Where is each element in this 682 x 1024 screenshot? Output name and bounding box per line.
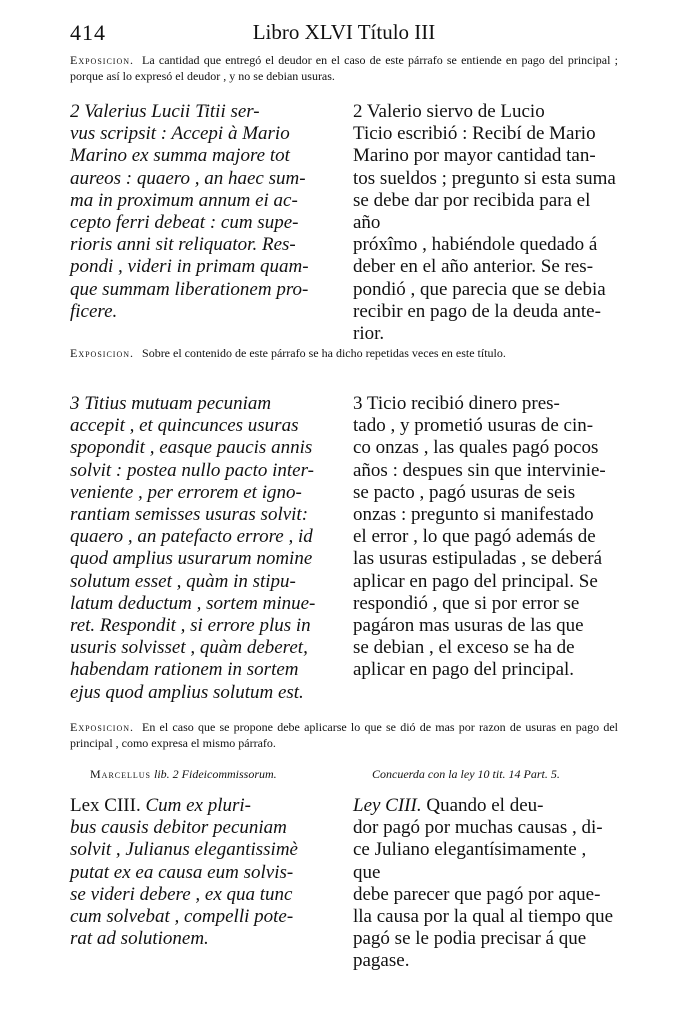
lex-103-spanish-paragraph <box>353 795 618 973</box>
exposicion-2 <box>70 345 618 361</box>
exposicion-text: Sobre el contenido de este párrafo se ha dicho repetidas veces en este título. <box>142 346 506 360</box>
section-3-spanish-text: 3 Ticio recibió dinero pres- tado , y prometió usuras de cin- co onzas , las quales pagó pocos años : despues sin que intervinie- se pacto , pagó usuras de seis onzas : pregunto si manifestado el error , lo que pagó además de las usuras estipuladas , se deberá aplicar en pago del principal. Se respondió , que si por error se pagáron mas usuras de las que se debian , el exceso se ha de aplicar en pago del principal. <box>353 393 606 681</box>
lex-103-latin-text: Cum ex pluri- bus causis debitor pecuniam solvit , Julianus elegantissimè putat ex ea causa eum solvis- se videri debere , ex qua tunc cum solvebat , compelli pote- rat ad solutionem. <box>70 795 298 950</box>
lex-103-spanish-text: Quando el deu- dor pagó por muchas causas , di- ce Juliano elegantísimamente , que debe parecer que pagó por aque- lla causa por la qual al tiempo que pagó se le podia precisar á que pagase. <box>353 795 614 972</box>
lex-103-spanish-heading: Ley CIII. <box>353 795 422 816</box>
running-title: Libro XLVI Título III <box>252 20 436 44</box>
section-3-latin <box>70 393 338 704</box>
exposicion-text: La cantidad que entregó el deudor en el caso de este párrafo se entiende en pago del principal ; porque así lo expresó el deudor , y no se debian usuras. <box>70 53 618 83</box>
exposicion-label: Exposicion. <box>70 346 135 360</box>
section-2-latin-text: 2 Valerius Lucii Titii ser- vus scripsit : Accepi à Mario Marino ex summa majore tot aureos : quaero , an haec sum- ma in proximum annum ei ac- cepto ferri debeat : cum supe- rioris anni sit reliquator. Res- pondi , videri in primam quam- que summam liberationem pro- ficere. <box>70 101 309 322</box>
exposicion-3 <box>70 719 618 751</box>
section-2-spanish-text: 2 Valerio siervo de Lucio Ticio escribió : Recibí de Mario Marino por mayor cantidad tan- tos sueldos ; pregunto si esta suma se debe dar por recibida para el año próxîmo , habiéndole quedado á deber en el año anterior. Se res- pondió , que parecia que se debia recibir en pago de la deuda ante- rior. <box>353 101 616 345</box>
source-latin <box>90 767 277 782</box>
lex-103-latin-paragraph <box>70 795 338 950</box>
page-header <box>70 20 618 50</box>
section-3-spanish <box>353 393 618 682</box>
exposicion-text: En el caso que se propone debe aplicarse lo que se dió de mas por razon de usuras en pago del principal , como expresa el mismo párrafo. <box>70 720 618 750</box>
section-3-latin-text: 3 Titius mutuam pecuniam accepit , et quincunces usuras spopondit , easque paucis annis solvit : postea nullo pacto inter- veniente , per errorem et igno- rantiam semisses usuras solvit: quaero , an patefacto errore , id quod amplius usurarum nomine solutum esset , quàm in stipu- latum deductum , sortem minue- ret. Respondit , si errore plus in usuris solvisset , quàm deberet, habendam rationem in sortem ejus quod amplius solutum est. <box>70 393 316 703</box>
source-author: Marcellus <box>90 767 152 781</box>
exposicion-1 <box>70 52 618 84</box>
lex-103-latin-heading: Lex CIII. <box>70 795 141 816</box>
lex-103-spanish <box>353 795 618 973</box>
exposicion-label: Exposicion. <box>70 720 135 734</box>
lex-103-latin <box>70 795 338 950</box>
page-number: 414 <box>70 20 106 45</box>
source-spanish: Concuerda con la ley 10 tit. 14 Part. 5. <box>372 767 560 781</box>
section-2-latin <box>70 101 338 323</box>
source-work: lib. 2 Fideicommissorum. <box>154 767 277 781</box>
exposicion-label: Exposicion. <box>70 53 135 67</box>
section-2-spanish <box>353 101 618 345</box>
